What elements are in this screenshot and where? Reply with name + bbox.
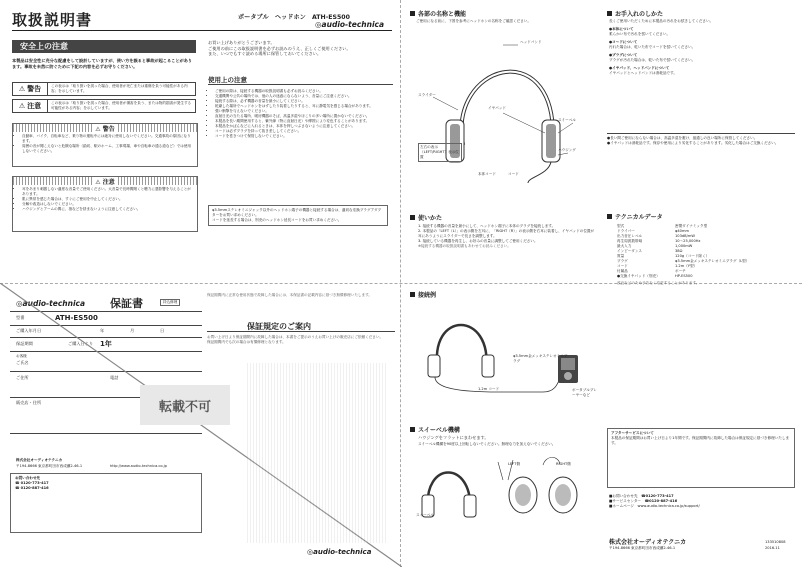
step: 1. 接続する機器の音量を最小にして、ヘッドホン端子に本体のプラグを接続します。 bbox=[418, 224, 556, 228]
list-item: • 接続する際は、必ず機器の音量を最小にしてください。 bbox=[215, 99, 395, 104]
caution-box-title: ⚠ 注意 bbox=[92, 177, 117, 186]
label-slider: スライダー bbox=[418, 93, 436, 97]
list-item: • ハウジングとアームの間に、指などを挟まないように注意してください。 bbox=[22, 207, 194, 212]
warranty-brand: ◎audio-technica bbox=[16, 299, 86, 308]
date-label: ご購入年月日 bbox=[16, 328, 42, 333]
list-item: • 強い衝撃を与えないでください。 bbox=[215, 109, 395, 114]
aftersales-text: 本製品の保証期間はお買い上げ日より1年間です。保証期間内に故障した場合は保証規定に基づき修理いたします。 bbox=[611, 436, 790, 445]
caution-list bbox=[13, 185, 197, 212]
warning-legend bbox=[12, 82, 196, 116]
divider bbox=[207, 331, 395, 332]
list-item: • 周囲の音が聞こえないと危険な場所（踏切、駅のホーム、工事現場、車や自転車の通る道など）では使用しないでください。 bbox=[22, 144, 194, 154]
label-lr-mark: 左右の表示（LEFT/RIGHT）表示位置 bbox=[418, 143, 462, 162]
care-heading: お手入れのしかた bbox=[607, 9, 663, 18]
doc-date: 2016.11 bbox=[765, 546, 780, 550]
howto-heading: 使いかた bbox=[410, 213, 442, 222]
swivel-desc: ハウジングをフラットにまわせます。 bbox=[418, 435, 489, 440]
section-square-icon bbox=[410, 427, 415, 432]
no-reprint-stamp: 転載不可 bbox=[140, 385, 230, 425]
caution-label: ⚠ 注意 bbox=[13, 100, 48, 112]
list-item: • コードを巻きつけて保管しないでください。 bbox=[215, 134, 395, 139]
warning-box-title: ⚠ 警告 bbox=[92, 124, 117, 133]
list-item: • 交通機関や公共の場所では、他の人の迷惑にならないよう、音量にご注意ください。 bbox=[215, 94, 395, 99]
table-row: 質量 120g（コード除く） bbox=[617, 254, 710, 258]
swivel-right-label: RIGHT側 bbox=[556, 462, 571, 466]
section-square-icon bbox=[607, 214, 612, 219]
table-row: ●交換イヤパッド（別売） HP-ES500 bbox=[617, 274, 693, 278]
table-row: プラグ φ3.5mm金メッキステレオミニプラグ（L型） bbox=[617, 259, 750, 263]
rules-intro: 保証期間内に正常な使用状態で故障した場合には、本保証書の記載内容に基づき無償修理いたします。 bbox=[207, 293, 373, 297]
table-row: インピーダンス 38Ω bbox=[617, 249, 683, 253]
warning-box bbox=[12, 123, 198, 167]
warranty-company: 株式会社オーディオテクニカ bbox=[16, 458, 63, 462]
table-row: コード 1.2m（Y型） bbox=[617, 264, 698, 268]
section-square-icon bbox=[607, 11, 612, 16]
label-headband: ヘッドバンド bbox=[520, 40, 542, 44]
warranty-url: http://www.audio-technica.co.jp bbox=[110, 464, 167, 468]
rules-body bbox=[207, 335, 395, 345]
brand-mark-icon: ◎ bbox=[307, 548, 314, 556]
swivel-heading: スイーベル機構 bbox=[410, 425, 460, 434]
label-plug: 本体コード bbox=[478, 172, 496, 176]
contact-row: ☎ 0120-773-417 bbox=[15, 481, 49, 485]
list-item: • 自動車、バイク、自転車など、乗り物の運転中には絶対に使用しないでください。交通事故の原因になります。 bbox=[22, 134, 194, 144]
parts-heading: 各部の名称と機能 bbox=[410, 9, 466, 18]
warranty-rules bbox=[207, 293, 395, 563]
label-swivel: スイーベル bbox=[558, 118, 576, 122]
care-item: ●イヤパッド、ヘッドバンドについて イヤパッドとヘッドバンドは消耗品です。 bbox=[609, 66, 677, 75]
caution-legend-row bbox=[12, 99, 196, 113]
contact-title: お問い合わせ先 bbox=[15, 476, 41, 480]
care-item: ●プラグについて プラグが汚れた場合は、乾いた布で拭いてください。 bbox=[609, 53, 696, 62]
list-item: • コードは必ずプラグを持って抜き差ししてください。 bbox=[215, 129, 395, 134]
warranty-title: 保証書 bbox=[110, 297, 143, 310]
model-value: ATH-ES500 bbox=[55, 314, 98, 322]
greeting-line: また、いつでもすぐ読める場所に保管しておいてください。 bbox=[208, 51, 322, 57]
rules-title: 保証規定のご案内 bbox=[247, 322, 311, 331]
company-name: 株式会社オーディオテクニカ bbox=[609, 539, 687, 546]
brand-logo: ◎audio-technica bbox=[315, 20, 385, 29]
contact-row: ■お問い合わせ先 ☎0120-773-417 bbox=[609, 494, 674, 498]
period-prefix: ご購入日より bbox=[68, 341, 94, 346]
care-body bbox=[609, 19, 794, 76]
warranty-tag: 持込修理 bbox=[160, 299, 180, 306]
rules-line: お買い上げ日より保証期間内に故障した場合は、本書をご提示のうえお買い上げの販売店にご依頼ください。 bbox=[207, 335, 384, 339]
name-label: ご氏名 bbox=[16, 360, 29, 365]
care-item: ●本体について 柔らかい布で汚れを拭いてください。 bbox=[609, 27, 671, 36]
company-address: 〒194-8666 東京都町田市西成瀬2-46-1 bbox=[609, 546, 676, 550]
warning-list bbox=[13, 132, 197, 154]
care-bullets bbox=[607, 133, 795, 146]
section-square-icon bbox=[410, 11, 415, 16]
label-earpad: イヤパッド bbox=[488, 106, 506, 110]
list-item: • 乾燥した場所でヘッドホンをはずしたり装着したりすると、耳に静電気を感じる場合があります。 bbox=[215, 104, 395, 109]
warning-box-header bbox=[13, 124, 197, 132]
section-square-icon bbox=[410, 292, 415, 297]
table-row: 再生周波数帯域 10〜25,000Hz bbox=[617, 239, 701, 243]
care-intro: 長くご使用いただくために本製品の汚れをお拭きしてください。 bbox=[609, 19, 714, 23]
period-label: 保証期間 bbox=[16, 341, 33, 346]
list-item: • 肌に異常を感じた場合は、すぐにご使用を中止してください。 bbox=[22, 197, 194, 202]
warranty-address: 〒194-8666 東京都町田市西成瀬2-46-1 bbox=[16, 464, 83, 468]
brand-mark-icon: ◎ bbox=[315, 20, 322, 29]
cord-label: 1.2m コード bbox=[478, 387, 500, 391]
parts-subtitle: ご使用になる前に、下図を参考にヘッドホンの名称をご確認ください。 bbox=[416, 19, 531, 23]
brand-mark-icon: ◎ bbox=[16, 299, 23, 308]
usage-notes-box bbox=[208, 205, 388, 226]
howto-steps bbox=[418, 224, 596, 249]
contact-row: ■サービスセンター ☎0120-887-416 bbox=[609, 499, 678, 503]
contact-row: ☎ 0120-887-416 bbox=[15, 486, 49, 490]
period-value: 1年 bbox=[100, 340, 112, 348]
list-item: • ご使用の際は、接続する機器の取扱説明書も必ずお読みください。 bbox=[215, 89, 395, 94]
date-day: 日 bbox=[160, 328, 165, 333]
list-item: • 耳をあまり刺激しない適度な音量でご使用ください。大音量で長時間聞くと聴力に悪影響を与えることがあります。 bbox=[22, 187, 194, 197]
usage-rule bbox=[208, 84, 393, 85]
specs-heading: テクニカルデータ bbox=[607, 212, 663, 221]
aftersales-title: アフターサービスについて bbox=[611, 431, 654, 435]
title-rule bbox=[12, 30, 392, 31]
list-item: • 分解や改造はしないでください。 bbox=[22, 202, 194, 207]
swivel-label: スイーベル bbox=[416, 513, 434, 517]
caution-text: この表示は「取り扱いを誤った場合、使用者が傷害を負う、または物的損害が発生する可能性がある内容」を示しています。 bbox=[51, 101, 192, 110]
box-line: コードを延長する場合は、別売のヘッドホン延長コードをお買い求めください。 bbox=[212, 218, 342, 222]
list-item: ●長い間ご使用にならない場合は、高温多湿を避け、風通しの良い場所に保管してください。 bbox=[607, 136, 758, 140]
list-item: • 本製品を長い期間使用すると、紫外線（特に直射日光）や摩擦により変色することがあります。 bbox=[215, 119, 395, 124]
step: 3. 接続している機器を再生し、お好みの音量に調整してご使用ください。 bbox=[418, 239, 538, 243]
usage-notes-list bbox=[208, 89, 395, 139]
caution-box bbox=[12, 176, 198, 232]
connection-heading: 接続例 bbox=[410, 290, 436, 299]
safety-intro: 本製品は安全性に充分な配慮をして設計していますが、使い方を誤ると事故が起こることがあります。事故を未然に防ぐために下記の内容を必ずお守りください。 bbox=[12, 58, 193, 69]
step-note: ※接続する機器の取扱説明書もあわせてお読みください。 bbox=[418, 244, 511, 248]
warning-label: ⚠ 警告 bbox=[13, 83, 48, 95]
doc-code: 133510808 bbox=[765, 540, 786, 544]
box-line: φ3.5mmステレオミニジャック以外のヘッドホン端子の機器と接続する場合は、適切な変換プラグアダプターをお買い求めください。 bbox=[212, 208, 382, 217]
date-month: 月 bbox=[130, 328, 135, 333]
step: 2. 本製品の「LEFT（L）」の表示側を左耳に、「RIGHT（R）」の表示側を右耳に装着し、イヤパッドの位置が耳にあうようにスライダーで長さを調整します。 bbox=[418, 229, 595, 238]
specs-note: 改良などのため予告なく変更することがあります。 bbox=[617, 281, 700, 285]
swivel-left-label: LEFT側 bbox=[508, 462, 521, 466]
table-row: 最大入力 1,000mW bbox=[617, 244, 693, 248]
tel-label: 電話 bbox=[110, 375, 119, 380]
safety-title: 安全上の注意 bbox=[12, 40, 196, 53]
care-item: ●コードについて 汚れた場合は、乾いた布でコードを拭いてください。 bbox=[609, 40, 696, 49]
page-title: 取扱説明書 bbox=[12, 11, 93, 29]
list-item: ●イヤパッドは消耗品です。保存や使用により劣化することがあります。劣化した場合はご交換ください。 bbox=[607, 141, 779, 145]
swivel-desc2: スイーベル機構を90度以上回転しないでください。無理な力を加えないでください。 bbox=[418, 442, 556, 446]
product-name: ポータブル ヘッドホン ATH-ES500 bbox=[238, 14, 350, 21]
customer-label: お客様 bbox=[16, 354, 27, 358]
usage-notes-title: 使用上の注意 bbox=[208, 76, 247, 84]
warning-text: この表示は「取り扱いを誤った場合、使用者が死亡または重傷を負う可能性がある内容」を示しています。 bbox=[51, 84, 188, 93]
label-cord: コード bbox=[508, 172, 519, 176]
list-item: • 直射日光の当たる場所、暖房機器のそば、高温多湿やほこりの多い場所に置かないでください。 bbox=[215, 114, 395, 119]
greeting-line: お買い上げありがとうございます。 bbox=[208, 40, 275, 45]
contact-row: ■ホームページ www.audio-technica.co.jp/support/ bbox=[609, 504, 700, 508]
table-row: ドライバー φ40mm bbox=[617, 229, 689, 233]
address-label: ご住所 bbox=[16, 375, 29, 380]
greeting bbox=[208, 40, 393, 57]
table-row: 型式 密閉ダイナミック型 bbox=[617, 224, 708, 228]
table-row: 付属品 ポーチ bbox=[617, 269, 686, 273]
warning-triangle-icon: ⚠ bbox=[18, 84, 26, 93]
caution-triangle-icon: ⚠ bbox=[18, 101, 26, 110]
specs-table bbox=[617, 224, 792, 286]
date-year: 年 bbox=[100, 328, 105, 333]
shop-label: 販売店・住所 bbox=[16, 400, 42, 405]
rules-brand: ◎audio-technica bbox=[307, 548, 372, 556]
list-item: • 本製品をかばんなどに入れるときは、本体を押しつぶさないように注意してください。 bbox=[215, 124, 395, 129]
plug-label: φ3.5mm金メッキステレオミニプラグ bbox=[513, 354, 568, 363]
aftersales-contacts bbox=[609, 494, 795, 509]
table-row: 出力音圧レベル 103dB/mW bbox=[617, 234, 695, 238]
warning-legend-row bbox=[12, 82, 196, 96]
device-label: ポータブルプレーヤーなど bbox=[572, 388, 597, 397]
section-square-icon bbox=[410, 215, 415, 220]
aftersales-box bbox=[607, 428, 795, 488]
model-label: 型番 bbox=[16, 315, 25, 320]
rules-line: 保証期間内でも次の場合は有償修理となります。 bbox=[207, 340, 286, 344]
greeting-line: ご使用の前にこの取扱説明書を必ずお読みのうえ、正しくご使用ください。 bbox=[208, 45, 351, 51]
label-housing: ハウジング bbox=[558, 148, 576, 152]
connection-diagram bbox=[408, 300, 598, 400]
rules-text-block bbox=[247, 363, 387, 543]
caution-box-header bbox=[13, 177, 197, 185]
